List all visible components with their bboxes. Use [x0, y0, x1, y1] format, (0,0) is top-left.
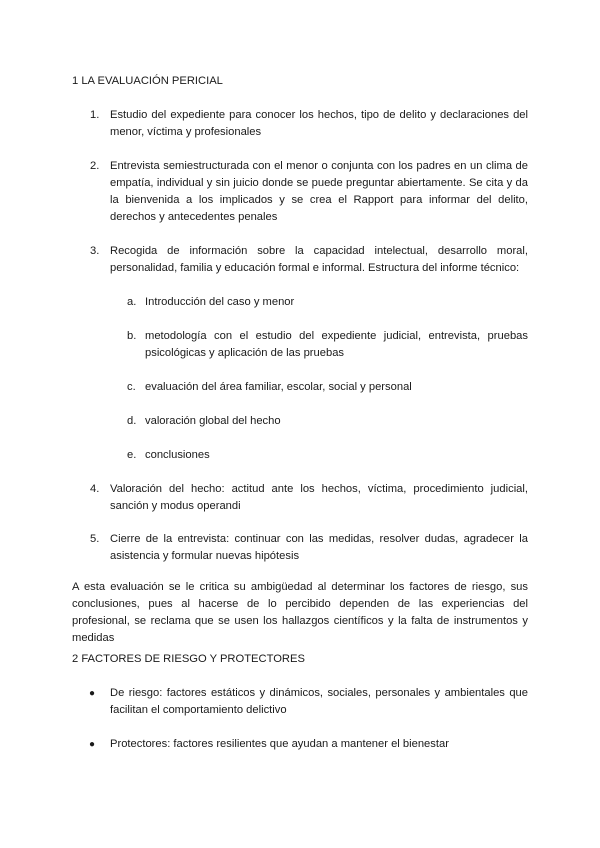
numbered-item-1: [90, 107, 528, 141]
item-text: Introducción del caso y menor: [145, 296, 295, 308]
item-text: Estudio del expediente para conocer los hechos, tipo de delito y declaraciones del menor, víctima y profesionales: [110, 109, 528, 138]
item-text: Cierre de la entrevista: continuar con las medidas, resolver dudas, agradecer la asistencia y formular nuevas hipótesis: [110, 533, 528, 562]
bullet-item-protective: [90, 736, 528, 753]
numbered-item-3: [90, 243, 528, 277]
item-number: 2.: [90, 160, 100, 172]
item-letter: c.: [127, 381, 136, 393]
item-number: 4.: [90, 483, 100, 495]
critique-paragraph: A esta evaluación se le critica su ambigüedad al determinar los factores de riesgo, sus conclusiones, pues al hacerse de lo percibido dependen de las experiencias del profesional, se reclama que se usen los hallazgos científicos y la falta de instrumentos y medidas: [72, 581, 528, 644]
item-number: 1.: [90, 109, 100, 121]
item-text: Entrevista semiestructurada con el menor o conjunta con los padres en un clima de empatía, individual y sin juicio donde se puede preguntar abiertamente. Se cita y da la bienvenida a los implicados y se crea el Rapport para informar del delito, derechos y antecedentes penales: [110, 160, 528, 223]
bullet-icon: ●: [89, 739, 96, 750]
lettered-item-e: [127, 447, 528, 464]
item-text: Valoración del hecho: actitud ante los hechos, víctima, procedimiento judicial, sanción y modus operandi: [110, 483, 528, 512]
item-number: 3.: [90, 245, 100, 257]
numbered-item-4: [90, 481, 528, 515]
section-1-heading: 1 LA EVALUACIÓN PERICIAL: [72, 75, 223, 87]
section-2-heading: 2 FACTORES DE RIESGO Y PROTECTORES: [72, 653, 305, 665]
item-number: 5.: [90, 533, 100, 545]
item-text: De riesgo: factores estáticos y dinámicos, sociales, personales y ambientales que facilitan el comportamiento delictivo: [110, 687, 528, 716]
lettered-item-c: [127, 379, 528, 396]
item-text: Recogida de información sobre la capacidad intelectual, desarrollo moral, personalidad, familia y educación formal e informal. Estructura del informe técnico:: [110, 245, 528, 274]
item-text: Protectores: factores resilientes que ayudan a mantener el bienestar: [110, 738, 449, 750]
item-letter: a.: [127, 296, 137, 308]
item-letter: e.: [127, 449, 137, 461]
lettered-item-b: [127, 328, 528, 362]
item-letter: b.: [127, 330, 137, 342]
bullet-icon: ●: [89, 688, 96, 699]
item-text: conclusiones: [145, 449, 210, 461]
numbered-item-2: [90, 158, 528, 226]
item-text: evaluación del área familiar, escolar, social y personal: [145, 381, 412, 393]
bullet-item-risk: [90, 685, 528, 719]
item-text: metodología con el estudio del expediente judicial, entrevista, pruebas psicológicas y aplicación de las pruebas: [145, 330, 528, 359]
item-letter: d.: [127, 415, 137, 427]
numbered-item-5: [90, 531, 528, 565]
lettered-item-d: [127, 413, 528, 430]
item-text: valoración global del hecho: [145, 415, 281, 427]
lettered-item-a: [127, 294, 528, 311]
